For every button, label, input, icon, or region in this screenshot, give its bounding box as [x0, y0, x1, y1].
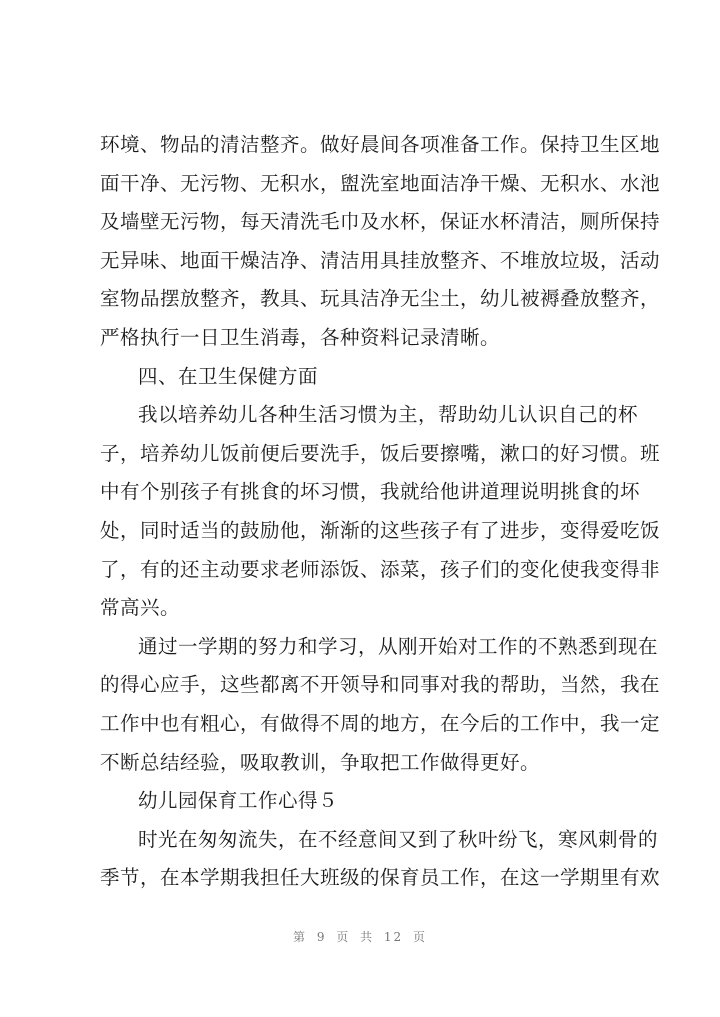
text-line: 的得心应手，这些都离不开领导和同事对我的帮助，当然，我在 — [100, 673, 661, 697]
text-line: 无异味、地面干燥洁净、清洁用具挂放整齐、不堆放垃圾，活动 — [100, 248, 661, 272]
text-line: 面干净、无污物、无积水，盥洗室地面洁净干燥、无积水、水池 — [100, 171, 661, 195]
text-line: 室物品摆放整齐，教具、玩具洁净无尘土，幼儿被褥叠放整齐， — [100, 287, 661, 311]
text-line: 不断总结经验，吸取教训，争取把工作做得更好。 — [100, 750, 541, 774]
text-line: 及墙壁无污物，每天清洗毛巾及水杯，保证水杯清洁，厕所保持 — [100, 210, 661, 234]
text-line: 通过一学期的努力和学习，从刚开始对工作的不熟悉到现在 — [138, 634, 659, 658]
text-line: 环境、物品的清洁整齐。做好晨间各项准备工作。保持卫生区地 — [100, 133, 661, 156]
body-text — [100, 126, 661, 898]
text-line: 工作中也有粗心，有做得不周的地方，在今后的工作中，我一定 — [100, 711, 661, 735]
text-line: 严格执行一日卫生消毒，各种资料记录清晰。 — [100, 325, 501, 349]
page-number-footer: 第 9 页 共 12 页 — [293, 930, 427, 944]
text-line: 常高兴。 — [100, 596, 181, 620]
section-title: 幼儿园保育工作心得５ — [138, 789, 339, 813]
text-line: 中有个别孩子有挑食的坏习惯，我就给他讲道理说明挑食的坏 — [100, 480, 641, 504]
text-line: 季节，在本学期我担任大班级的保育员工作，在这一学期里有欢 — [100, 866, 661, 890]
section-heading: 四、在卫生保健方面 — [138, 364, 319, 388]
text-line: 了，有的还主动要求老师添饭、添菜，孩子们的变化使我变得非 — [100, 557, 661, 581]
text-line: 时光在匆匆流失，在不经意间又到了秋叶纷飞，寒风刺骨的 — [138, 827, 659, 851]
text-line: 我以培养幼儿各种生活习惯为主，帮助幼儿认识自己的杯 — [138, 403, 639, 427]
text-line: 处，同时适当的鼓励他，渐渐的这些孩子有了进步，变得爱吃饭 — [100, 518, 661, 542]
text-line: 子，培养幼儿饭前便后要洗手，饭后要擦嘴，漱口的好习惯。班 — [100, 441, 661, 465]
